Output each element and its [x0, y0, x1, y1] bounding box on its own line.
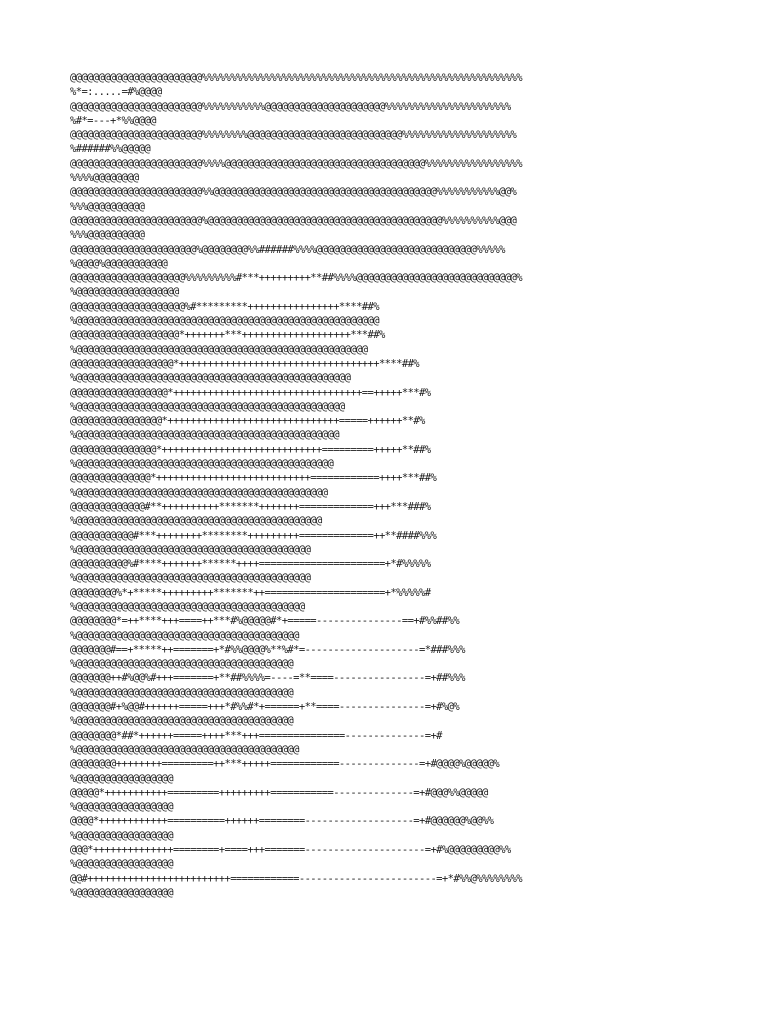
ascii-line: %@@@@%@@@@@@@@@@@: [70, 257, 168, 270]
ascii-line: %@@@@@@@@@@@@@@@@@@@@@@@@@@@@@@@@@@@@@@@@@@@@@@@@: [70, 372, 351, 385]
ascii-line: %@@@@@@@@@@@@@@@@@: [70, 858, 173, 871]
ascii-line: @@@@@@@@@@@@@@@@@*+++++++++++++++++++++++++++++++++==+++++***#%: [70, 386, 431, 399]
ascii-line: @@@@@@@@%*+*****+++++++++*******++=====================+*%%%%%#: [70, 586, 431, 599]
ascii-line: %#*=---+*%%@@@@: [70, 114, 156, 127]
ascii-line: %@@@@@@@@@@@@@@@@@@@@@@@@@@@@@@@@@@@@@@@@@: [70, 543, 311, 556]
ascii-line: %@@@@@@@@@@@@@@@@@@@@@@@@@@@@@@@@@@@@@@@@@@@@: [70, 486, 328, 499]
ascii-line: @@@@@@@@@@@@@@@@@@@@%#*********++++++++++++++++****##%: [70, 300, 379, 313]
ascii-line: @@@@@@@@@@@@@@*+++++++++++++++++++++++++++============++++***##%: [70, 472, 437, 485]
ascii-line: @@#+++++++++++++++++++++++++============------------------------=+*#%%@%%%%%%%%: [70, 872, 523, 885]
ascii-line: %@@@@@@@@@@@@@@@@@@@@@@@@@@@@@@@@@@@@@@@@@: [70, 572, 311, 585]
ascii-line: @@@@@@@@@@@#***++++++++********+++++++++=============++**####%%%: [70, 529, 437, 542]
ascii-line: @@@@@@@@*##*++++++=====++++***+++===============--------------=+#: [70, 729, 442, 742]
ascii-line: %%%@@@@@@@@@@: [70, 229, 145, 242]
ascii-line: %@@@@@@@@@@@@@@@@@: [70, 886, 173, 899]
ascii-line: @@@@@@@@@@@@@@@@@@@@@@@%%%%%%%%@@@@@@@@@@@@@@@@@@@@@@@@@@@%%%%%%%%%%%%%%%%%%%%: [70, 129, 517, 142]
ascii-line: @@@@@@@@@@@@@@@@@@@@@@@%%@@@@@@@@@@@@@@@@@@@@@@@@@@@@@@@@@@@@@@@%%%%%%%%%%%@@%: [70, 186, 517, 199]
ascii-line: @@@@@@@@@@@@@@@@@@@@@@@%%%%@@@@@@@@@@@@@@@@@@@@@@@@@@@@@@@@@@@%%%%%%%%%%%%%%%%%: [70, 157, 523, 170]
ascii-line: %@@@@@@@@@@@@@@@@@@: [70, 286, 179, 299]
ascii-line: %@@@@@@@@@@@@@@@@@@@@@@@@@@@@@@@@@@@@@@@@@@@@@@@: [70, 400, 345, 413]
ascii-line: %@@@@@@@@@@@@@@@@@@@@@@@@@@@@@@@@@@@@@@@@: [70, 600, 305, 613]
ascii-line: @@@@@@@@@@@@@@@@@@@@%%%%%%%%%#***+++++++++**##%%%%@@@@@@@@@@@@@@@@@@@@@@@@@@@@%: [70, 272, 523, 285]
ascii-line: @@@@@@@@@@@@@@@@@@@@@@@%@@@@@@@@@@@@@@@@@@@@@@@@@@@@@@@@@@@@@@@@@%%%%%%%%%%@@@: [70, 214, 517, 227]
ascii-line: @@@@@@@@@@@@@@@@*++++++++++++++++++++++++++++++=====++++++**#%: [70, 415, 425, 428]
ascii-line: @@@@@@@#+%@@#++++++=====+++*#%%#*+======+**====---------------=+#%@%: [70, 701, 460, 714]
ascii-line: @@@@@@@@@@%#****+++++++******++++======================+*#%%%%%: [70, 558, 431, 571]
ascii-line: @@@@@@@@@@@@@#**++++++++++*******+++++++=============+++***###%: [70, 500, 431, 513]
ascii-line: @@@@@@@@@@@@@@@@@@*+++++++++++++++++++++++++++++++++++****##%: [70, 357, 420, 370]
ascii-line: %######%%@@@@@: [70, 143, 151, 156]
ascii-line: @@@@@@@@@@@@@@@@@@@@@@@%%%%%%%%%%%@@@@@@@@@@@@@@@@@@@@@%%%%%%%%%%%%%%%%%%%%%%: [70, 100, 511, 113]
ascii-line: %%%@@@@@@@@@@: [70, 200, 145, 213]
ascii-line: %@@@@@@@@@@@@@@@@@@@@@@@@@@@@@@@@@@@@@@@@@@@@@: [70, 458, 334, 471]
ascii-line: %*=:.....=#%@@@@: [70, 86, 162, 99]
ascii-line: @@@@@@@#==+*****++=======+*#%%@@@@%**%#*=--------------------=*###%%%: [70, 643, 465, 656]
ascii-line: %@@@@@@@@@@@@@@@@@: [70, 801, 173, 814]
ascii-line: @@@@@@@@@@@@@@@@@@@*+++++++***+++++++++++++++++++***##%: [70, 329, 385, 342]
ascii-line: @@@@@@@@*=++****+++====++***#%@@@@@#*+=====---------------==+#%%##%%: [70, 615, 460, 628]
ascii-line: %@@@@@@@@@@@@@@@@@@@@@@@@@@@@@@@@@@@@@@@: [70, 629, 299, 642]
ascii-line: %@@@@@@@@@@@@@@@@@@@@@@@@@@@@@@@@@@@@@@@@@@@: [70, 515, 322, 528]
ascii-art-block: [70, 71, 730, 900]
ascii-line: @@@@@*+++++++++++=========+++++++++===========--------------=+#@@@%%@@@@@: [70, 786, 488, 799]
ascii-line: %%%%@@@@@@@@: [70, 172, 139, 185]
ascii-line: %@@@@@@@@@@@@@@@@@@@@@@@@@@@@@@@@@@@@@@: [70, 715, 294, 728]
ascii-line: %@@@@@@@@@@@@@@@@@: [70, 829, 173, 842]
ascii-line: %@@@@@@@@@@@@@@@@@@@@@@@@@@@@@@@@@@@@@@@@@@@@@@@@@@@: [70, 343, 368, 356]
ascii-line: @@@@@@@@@@@@@@@*++++++++++++++++++++++++++++=========+++++**##%: [70, 443, 431, 456]
ascii-line: %@@@@@@@@@@@@@@@@@@@@@@@@@@@@@@@@@@@@@@@: [70, 743, 299, 756]
ascii-line: @@@@@@@@@@@@@@@@@@@@@@@%%%%%%%%%%%%%%%%%%%%%%%%%%%%%%%%%%%%%%%%%%%%%%%%%%%%%%%%: [70, 72, 523, 84]
ascii-line: %@@@@@@@@@@@@@@@@@@@@@@@@@@@@@@@@@@@@@@: [70, 658, 294, 671]
ascii-line: @@@@*++++++++++++==========++++++========-------------------=+#@@@@@@%@@%%: [70, 815, 494, 828]
ascii-line: @@@@@@@@@@@@@@@@@@@@@@%@@@@@@@@%%######%%%%@@@@@@@@@@@@@@@@@@@@@@@@@@@@%%%%%: [70, 243, 505, 256]
ascii-line: %@@@@@@@@@@@@@@@@@@@@@@@@@@@@@@@@@@@@@@: [70, 686, 294, 699]
ascii-line: @@@@@@@++#%@@%#+++=======+**##%%%%=----=**====----------------=+##%%%: [70, 672, 465, 685]
ascii-line: @@@@@@@@++++++++=========++***+++++============--------------=+#@@@@%@@@@@%: [70, 758, 500, 771]
ascii-line: %@@@@@@@@@@@@@@@@@@@@@@@@@@@@@@@@@@@@@@@@@@@@@@: [70, 429, 339, 442]
ascii-line: @@@*++++++++++++++========+====+++=======---------------------=+#%@@@@@@@@@%%: [70, 844, 511, 857]
ascii-line: %@@@@@@@@@@@@@@@@@@@@@@@@@@@@@@@@@@@@@@@@@@@@@@@@@@@@@: [70, 315, 379, 328]
ascii-line: %@@@@@@@@@@@@@@@@@: [70, 772, 173, 785]
